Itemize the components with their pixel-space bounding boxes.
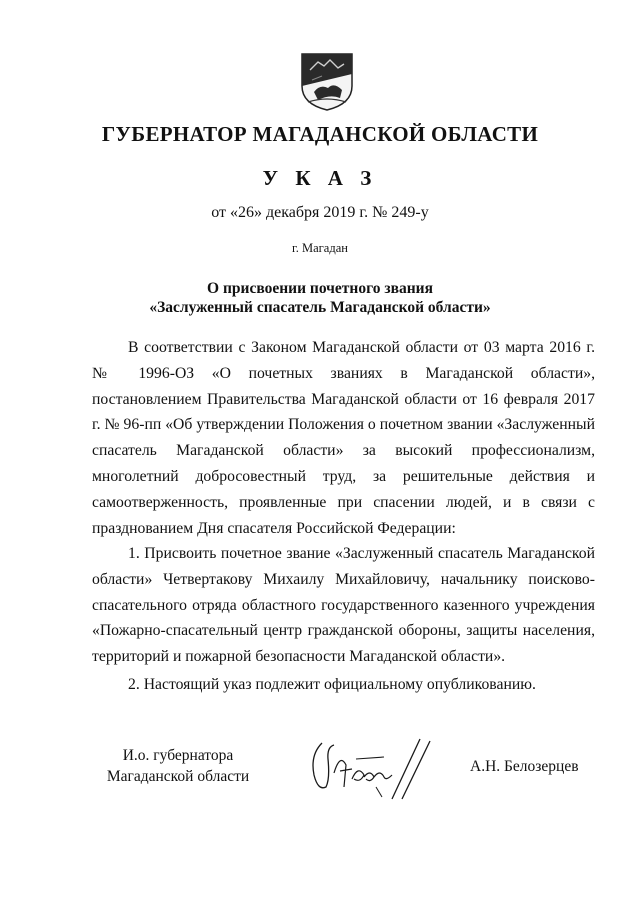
signatory-name: А.Н. Белозерцев: [470, 758, 579, 775]
decree-item-text: 2. Настоящий указ подлежит официальному опубликованию.: [128, 676, 536, 693]
document-city: г. Магадан: [292, 241, 348, 255]
subject-line-2: «Заслуженный спасатель Магаданской области»: [149, 299, 491, 316]
preamble-block: [92, 335, 595, 541]
position-line-1: И.о. губернатора: [122, 747, 234, 764]
decree-item-2: [92, 672, 595, 698]
signatory-position: [88, 745, 268, 787]
document-subject: [0, 279, 640, 317]
preamble-paragraph: В соответствии с Законом Магаданской области от 03 марта 2016 г. № 1996-ОЗ «О почетных званиях в Магаданской области», постановлением Правительства Магаданской области от 16 февраля 2017 г. № 96-пп «Об утверждении Положения о почетном звании «Заслуженный спасатель Магаданской области» за высокий профессионализм, многолетний добросовестный труд, за решительные действия и самоотверженность, проявленные при спасении людей, и в связи с празднованием Дня спасателя Российской Федерации:: [92, 339, 595, 537]
magadan-coat-of-arms-icon: [300, 52, 354, 112]
subject-line-1: О присвоении почетного звания: [207, 280, 433, 297]
document-date-number: от «26» декабря 2019 г. № 249-у: [211, 204, 429, 221]
issuer-title: ГУБЕРНАТОР МАГАДАНСКОЙ ОБЛАСТИ: [101, 122, 539, 146]
decree-item-text: 1. Присвоить почетное звание «Заслуженный спасатель Магаданской области» Четвертакову Михаилу Михайловичу, начальнику поисково-спасательного отряда областного государственного казенного учреждения «Пожарно-спасательный центр гражданской обороны, защиты населения, территорий и пожарной безопасности Магаданской области».: [92, 545, 595, 666]
decree-item-1: [92, 541, 595, 670]
document-type: У К А З: [262, 166, 378, 190]
handwritten-signature-icon: [300, 735, 440, 803]
position-line-2: Магаданской области: [106, 768, 250, 785]
